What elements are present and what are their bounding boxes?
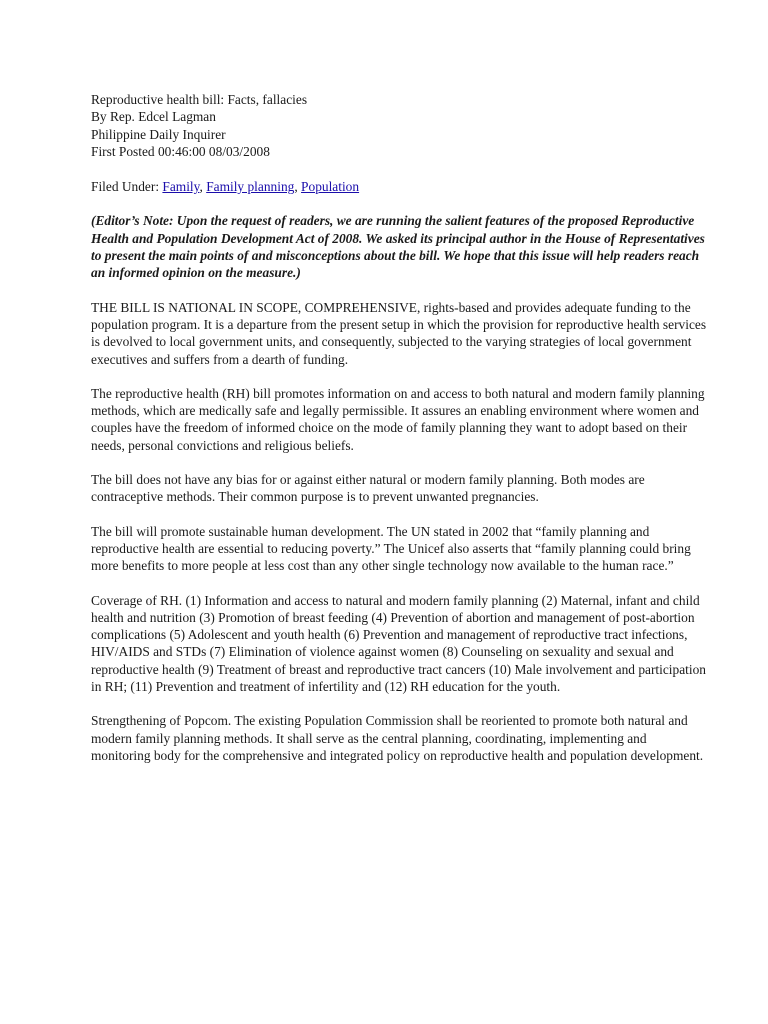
link-separator: ,: [199, 179, 207, 195]
link-family[interactable]: Family: [162, 179, 200, 195]
paragraph-no-bias: The bill does not have any bias for or against either natural or modern family planning. Both modes are contraceptive methods. Their common purpose is to prevent unwanted pregnancies.: [91, 472, 645, 505]
paragraph-national-scope: THE BILL IS NATIONAL IN SCOPE, COMPREHENSIVE, rights-based and provides adequate funding to the population program. It is a departure from the present setup in which the provision for reproductive health services is devolved to local government units, and consequently, subjected to the varying strategies of local government executives and suffers from a dearth of funding.: [91, 299, 707, 367]
article-title: Reproductive health bill: Facts, fallacies: [91, 92, 308, 107]
link-separator: ,: [294, 179, 302, 195]
link-family-planning[interactable]: Family planning: [206, 179, 295, 195]
paragraph-sustainable-development: The bill will promote sustainable human development. The UN stated in 2002 that “family planning and reproductive health are essential to reducing poverty.” The Unicef also asserts that “family planning could bring more benefits to more people at less cost than any other single technology now available to the human race.”: [91, 523, 691, 574]
posted-date: First Posted 00:46:00 08/03/2008: [91, 143, 270, 159]
article-byline: By Rep. Edcel Lagman: [91, 109, 216, 125]
filed-under-label: Filed Under:: [91, 179, 163, 195]
publication-name: Philippine Daily Inquirer: [91, 126, 226, 142]
paragraph-popcom: Strengthening of Popcom. The existing Population Commission shall be reoriented to promote both natural and modern family planning methods. It shall serve as the central planning, coordinating, implementing and monitoring body for the comprehensive and integrated policy on reproductive health and population development.: [91, 713, 704, 763]
paragraph-coverage: Coverage of RH. (1) Information and access to natural and modern family planning (2) Maternal, infant and child health and nutrition (3) Promotion of breast feeding (4) Prevention of abortion and management of post-abortion complications (5) Adolescent and youth health (6) Prevention and management of reproductive tract infections, HIV/AIDS and STDs (7) Elimination of violence against women (8) Counseling on sexuality and sexual and reproductive health (9) Treatment of breast and reproductive tract cancers (10) Male involvement and participation in RH; (11) Prevention and treatment of infertility and (12) RH education for the youth.: [91, 592, 706, 695]
editors-note: (Editor’s Note: Upon the request of readers, we are running the salient features of the proposed Reproductive Health and Population Development Act of 2008. We asked its principal author in the House of Representatives to present the main points of and misconceptions about the bill. We hope that this issue will help readers reach an informed opinion on the measure.): [91, 213, 705, 281]
filed-under: [91, 178, 708, 195]
paragraph-rh-bill: The reproductive health (RH) bill promotes information on and access to both natural and modern family planning methods, which are medically safe and legally permissible. It assures an enabling environment where women and couples have the freedom of informed choice on the mode of family planning they want to adopt based on their needs, personal convictions and religious beliefs.: [91, 385, 705, 453]
article-header: [91, 91, 708, 160]
link-population[interactable]: Population: [301, 179, 360, 195]
